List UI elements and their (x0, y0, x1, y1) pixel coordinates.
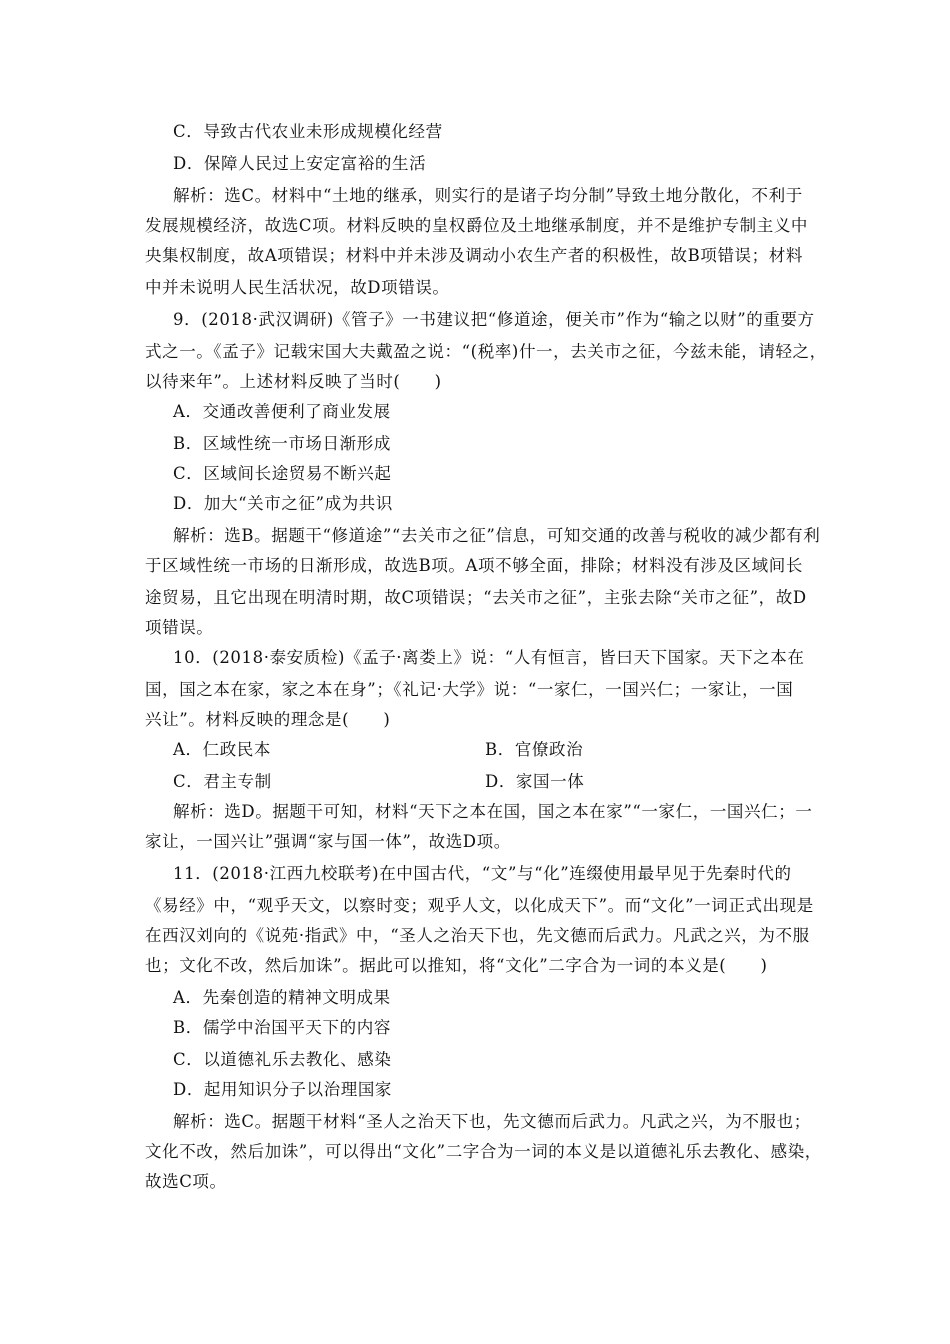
question-line: 也；文化不改，然后加诛”。据此可以推知，将“文化”二字合为一词的本义是( ) (145, 956, 768, 975)
analysis-line: 央集权制度，故A项错误；材料中并未涉及调动小农生产者的积极性，故B项错误；材料 (145, 246, 803, 265)
option-b: B．区域性统一市场日渐形成 (173, 434, 391, 453)
question-line: 《易经》中，“观乎天文，以察时变；观乎人文，以化成天下”。而“文化”一词正式出现是 (145, 896, 814, 915)
option-c: C．区域间长途贸易不断兴起 (173, 464, 392, 483)
question-line: 以待来年”。上述材料反映了当时( ) (145, 372, 442, 391)
question-line: 兴让”。材料反映的理念是( ) (145, 710, 391, 729)
analysis-line: 发展规模经济，故选C项。材料反映的皇权爵位及土地继承制度，并不是维护专制主义中 (145, 216, 809, 235)
analysis-line: 解析：选C。材料中“土地的继承，则实行的是诸子均分制”导致土地分散化，不利于 (173, 186, 803, 205)
option-a: A．交通改善便利了商业发展 (173, 402, 391, 421)
option-c: C．导致古代农业未形成规模化经营 (173, 122, 443, 141)
option-a: A．仁政民本 (173, 740, 272, 759)
option-c: C．以道德礼乐去教化、感染 (173, 1050, 392, 1069)
analysis-line: 于区域性统一市场的日渐形成，故选B项。A项不够全面，排除；材料没有涉及区域间长 (145, 556, 803, 575)
analysis-line: 故选C项。 (145, 1172, 227, 1191)
option-d: D．加大“关市之征”成为共识 (173, 494, 393, 513)
question-line: 国，国之本在家，家之本在身”；《礼记·大学》说：“一家仁，一国兴仁；一家让，一国 (145, 680, 794, 699)
analysis-line: 解析：选D。据题干可知，材料“天下之本在国，国之本在家”“一家仁，一国兴仁；一 (173, 802, 813, 821)
option-c: C．君主专制 (173, 772, 272, 791)
question-line: 式之一。《孟子》记载宋国大夫戴盈之说：“(税率)什一，去关市之征，今兹未能，请轻之， (145, 342, 827, 361)
analysis-line: 文化不改，然后加诛”，可以得出“文化”二字合为一词的本义是以道德礼乐去教化、感染， (145, 1142, 822, 1161)
question-11: 11．(2018·江西九校联考)在中国古代，“文”与“化”连缀使用最早见于先秦时代的 (173, 864, 792, 883)
analysis-line: 解析：选C。据题干材料“圣人之治天下也，先文德而后武力。凡武之兴，为不服也； (173, 1112, 811, 1131)
question-10: 10．(2018·泰安质检)《孟子·离娄上》说：“人有恒言，皆曰天下国家。天下之本在 (173, 648, 805, 667)
option-d: D．起用知识分子以治理国家 (173, 1080, 393, 1099)
analysis-line: 家让，一国兴让”强调“家与国一体”，故选D项。 (145, 832, 511, 851)
option-b: B．儒学中治国平天下的内容 (173, 1018, 391, 1037)
analysis-line: 项错误。 (145, 618, 214, 637)
analysis-line: 途贸易，且它出现在明清时期，故C项错误；“去关市之征”，主张去除“关市之征”，故D (145, 588, 807, 607)
analysis-line: 解析：选B。据题干“修道途”“去关市之征”信息，可知交通的改善与税收的减少都有利 (173, 526, 821, 545)
option-b: B．官僚政治 (485, 740, 584, 759)
option-d: D．家国一体 (485, 772, 585, 791)
option-d: D．保障人民过上安定富裕的生活 (173, 154, 427, 173)
question-9: 9．(2018·武汉调研)《管子》一书建议把“修道途，便关市”作为“输之以财”的重要方 (173, 310, 815, 329)
analysis-line: 中并未说明人民生活状况，故D项错误。 (145, 278, 450, 297)
question-line: 在西汉刘向的《说苑·指武》中，“圣人之治天下也，先文德而后武力。凡武之兴，为不服 (145, 926, 810, 945)
option-a: A．先秦创造的精神文明成果 (173, 988, 391, 1007)
